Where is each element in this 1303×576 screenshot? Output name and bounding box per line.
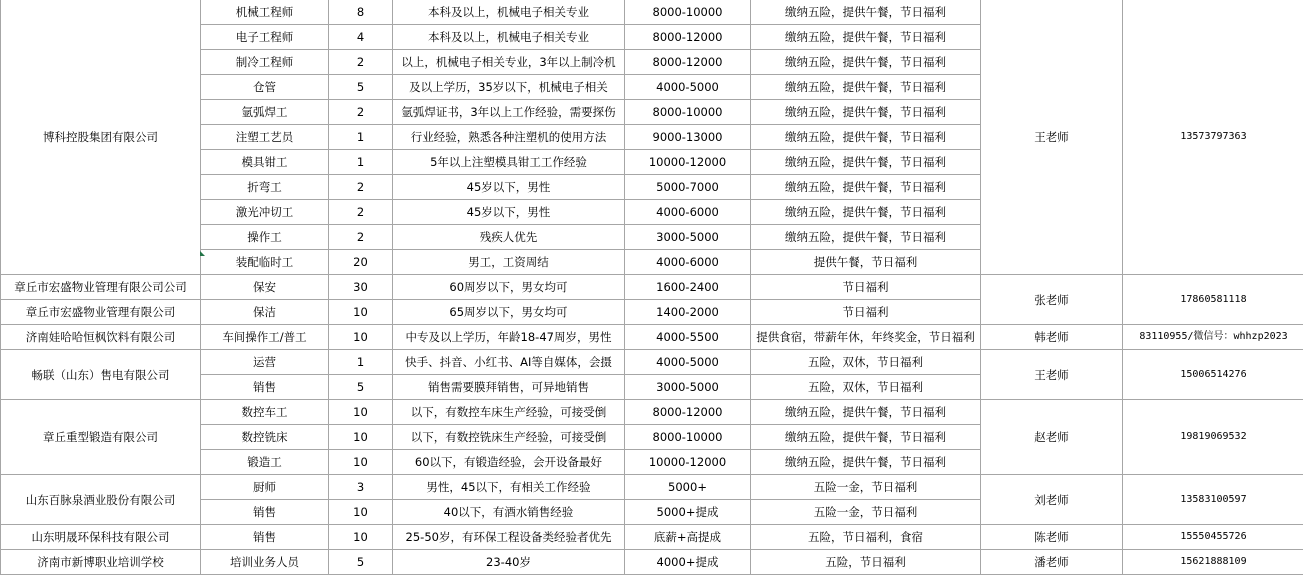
company-cell[interactable]: 博科控股集团有限公司 <box>1 0 201 275</box>
count-cell[interactable]: 20 <box>329 250 393 275</box>
benefits-cell[interactable]: 缴纳五险，提供午餐，节日福利 <box>751 225 981 250</box>
benefits-cell[interactable]: 五险一金，节日福利 <box>751 500 981 525</box>
count-cell[interactable]: 8 <box>329 0 393 25</box>
company-cell[interactable]: 山东百脉泉酒业股份有限公司 <box>1 475 201 525</box>
count-cell[interactable]: 4 <box>329 25 393 50</box>
count-cell[interactable]: 1 <box>329 150 393 175</box>
position-cell[interactable]: 车间操作工/普工 <box>201 325 329 350</box>
table-row[interactable] <box>1 325 1303 350</box>
company-cell[interactable]: 章丘市宏盛物业管理有限公司公司 <box>1 275 201 300</box>
salary-cell[interactable]: 8000-12000 <box>625 50 751 75</box>
contact-cell[interactable]: 潘老师 <box>981 550 1123 575</box>
benefits-cell[interactable]: 五险，节日福利，食宿 <box>751 525 981 550</box>
salary-cell[interactable]: 3000-5000 <box>625 225 751 250</box>
requirement-cell[interactable]: 氩弧焊证书，3年以上工作经验，需要探伤 <box>393 100 625 125</box>
benefits-cell[interactable]: 缴纳五险，提供午餐，节日福利 <box>751 425 981 450</box>
count-cell[interactable]: 5 <box>329 550 393 575</box>
position-cell[interactable]: 保洁 <box>201 300 329 325</box>
position-cell[interactable]: 数控铣床 <box>201 425 329 450</box>
position-cell[interactable]: 运营 <box>201 350 329 375</box>
benefits-cell[interactable]: 节日福利 <box>751 300 981 325</box>
position-cell[interactable]: 培训业务人员 <box>201 550 329 575</box>
company-cell[interactable]: 章丘重型锻造有限公司 <box>1 400 201 475</box>
contact-cell[interactable]: 刘老师 <box>981 475 1123 525</box>
salary-cell[interactable]: 8000-10000 <box>625 100 751 125</box>
position-cell[interactable]: 操作工 <box>201 225 329 250</box>
salary-cell[interactable]: 4000+提成 <box>625 550 751 575</box>
salary-cell[interactable]: 4000-5000 <box>625 350 751 375</box>
salary-cell[interactable]: 10000-12000 <box>625 150 751 175</box>
contact-cell[interactable]: 张老师 <box>981 275 1123 325</box>
position-cell[interactable]: 保安 <box>201 275 329 300</box>
benefits-cell[interactable]: 缴纳五险，提供午餐，节日福利 <box>751 125 981 150</box>
position-cell[interactable]: 氩弧焊工 <box>201 100 329 125</box>
count-cell[interactable]: 10 <box>329 300 393 325</box>
position-cell[interactable]: 装配临时工 <box>201 250 329 275</box>
requirement-cell[interactable]: 60周岁以下，男女均可 <box>393 275 625 300</box>
benefits-cell[interactable]: 缴纳五险，提供午餐，节日福利 <box>751 200 981 225</box>
requirement-cell[interactable]: 本科及以上，机械电子相关专业 <box>393 0 625 25</box>
salary-cell[interactable]: 5000+提成 <box>625 500 751 525</box>
requirement-cell[interactable]: 60以下，有锻造经验，会开设备最好 <box>393 450 625 475</box>
position-cell[interactable]: 厨师 <box>201 475 329 500</box>
salary-cell[interactable]: 3000-5000 <box>625 375 751 400</box>
table-row[interactable] <box>1 525 1303 550</box>
count-cell[interactable]: 5 <box>329 375 393 400</box>
contact-cell[interactable]: 王老师 <box>981 350 1123 400</box>
company-cell[interactable]: 山东明晟环保科技有限公司 <box>1 525 201 550</box>
table-row[interactable] <box>1 0 1303 25</box>
requirement-cell[interactable]: 男性，45以下，有相关工作经验 <box>393 475 625 500</box>
salary-cell[interactable]: 4000-6000 <box>625 250 751 275</box>
benefits-cell[interactable]: 缴纳五险，提供午餐，节日福利 <box>751 0 981 25</box>
salary-cell[interactable]: 5000-7000 <box>625 175 751 200</box>
count-cell[interactable]: 3 <box>329 475 393 500</box>
requirement-cell[interactable]: 5年以上注塑模具钳工工作经验 <box>393 150 625 175</box>
salary-cell[interactable]: 1600-2400 <box>625 275 751 300</box>
count-cell[interactable]: 2 <box>329 225 393 250</box>
requirement-cell[interactable]: 销售需要膜拜销售，可异地销售 <box>393 375 625 400</box>
count-cell[interactable]: 2 <box>329 200 393 225</box>
position-cell[interactable]: 制冷工程师 <box>201 50 329 75</box>
requirement-cell[interactable]: 残疾人优先 <box>393 225 625 250</box>
requirement-cell[interactable]: 以上，机械电子相关专业，3年以上制冷机 <box>393 50 625 75</box>
salary-cell[interactable]: 4000-5500 <box>625 325 751 350</box>
position-cell[interactable]: 折弯工 <box>201 175 329 200</box>
count-cell[interactable]: 10 <box>329 425 393 450</box>
count-cell[interactable]: 2 <box>329 100 393 125</box>
benefits-cell[interactable]: 五险，双休，节日福利 <box>751 350 981 375</box>
requirement-cell[interactable]: 40以下，有酒水销售经验 <box>393 500 625 525</box>
phone-cell[interactable]: 15550455726 <box>1123 525 1303 550</box>
requirement-cell[interactable]: 本科及以上，机械电子相关专业 <box>393 25 625 50</box>
position-cell[interactable]: 锻造工 <box>201 450 329 475</box>
phone-cell[interactable]: 17860581118 <box>1123 275 1303 325</box>
count-cell[interactable]: 10 <box>329 325 393 350</box>
company-cell[interactable]: 章丘市宏盛物业管理有限公司 <box>1 300 201 325</box>
phone-cell[interactable]: 83110955/微信号：whhzp2023 <box>1123 325 1303 350</box>
salary-cell[interactable]: 9000-13000 <box>625 125 751 150</box>
count-cell[interactable]: 10 <box>329 525 393 550</box>
benefits-cell[interactable]: 缴纳五险，提供午餐，节日福利 <box>751 450 981 475</box>
count-cell[interactable]: 2 <box>329 175 393 200</box>
benefits-cell[interactable]: 缴纳五险，提供午餐，节日福利 <box>751 175 981 200</box>
cell-comment-marker <box>200 251 205 256</box>
requirement-cell[interactable]: 及以上学历，35岁以下，机械电子相关 <box>393 75 625 100</box>
position-cell[interactable]: 销售 <box>201 525 329 550</box>
position-cell[interactable]: 模具钳工 <box>201 150 329 175</box>
benefits-cell[interactable]: 五险，双休，节日福利 <box>751 375 981 400</box>
benefits-cell[interactable]: 节日福利 <box>751 275 981 300</box>
table-row[interactable] <box>1 550 1303 575</box>
phone-cell[interactable]: 15006514276 <box>1123 350 1303 400</box>
requirement-cell[interactable]: 25-50岁，有环保工程设备类经验者优先 <box>393 525 625 550</box>
benefits-cell[interactable]: 五险，节日福利 <box>751 550 981 575</box>
phone-cell[interactable]: 13583100597 <box>1123 475 1303 525</box>
position-cell[interactable]: 注塑工艺员 <box>201 125 329 150</box>
count-cell[interactable]: 10 <box>329 400 393 425</box>
salary-cell[interactable]: 4000-5000 <box>625 75 751 100</box>
company-cell[interactable]: 畅联（山东）售电有限公司 <box>1 350 201 400</box>
count-cell[interactable]: 1 <box>329 125 393 150</box>
requirement-cell[interactable]: 以下，有数控铣床生产经验，可接受倒 <box>393 425 625 450</box>
contact-cell[interactable]: 韩老师 <box>981 325 1123 350</box>
count-cell[interactable]: 5 <box>329 75 393 100</box>
position-cell[interactable]: 仓管 <box>201 75 329 100</box>
requirement-cell[interactable]: 行业经验，熟悉各种注塑机的使用方法 <box>393 125 625 150</box>
company-cell[interactable]: 济南市新博职业培训学校 <box>1 550 201 575</box>
contact-cell[interactable]: 陈老师 <box>981 525 1123 550</box>
position-cell[interactable]: 电子工程师 <box>201 25 329 50</box>
phone-cell[interactable]: 15621888109 <box>1123 550 1303 575</box>
position-cell[interactable]: 销售 <box>201 375 329 400</box>
position-cell[interactable]: 机械工程师 <box>201 0 329 25</box>
phone-cell[interactable]: 19819069532 <box>1123 400 1303 475</box>
benefits-cell[interactable]: 提供食宿，带薪年休，年终奖金，节日福利 <box>751 325 981 350</box>
benefits-cell[interactable]: 提供午餐，节日福利 <box>751 250 981 275</box>
table-row[interactable] <box>1 275 1303 300</box>
benefits-cell[interactable]: 缴纳五险，提供午餐，节日福利 <box>751 400 981 425</box>
benefits-cell[interactable]: 缴纳五险，提供午餐，节日福利 <box>751 75 981 100</box>
table-row[interactable] <box>1 400 1303 425</box>
salary-cell[interactable]: 底薪+高提成 <box>625 525 751 550</box>
benefits-cell[interactable]: 五险一金，节日福利 <box>751 475 981 500</box>
count-cell[interactable]: 10 <box>329 450 393 475</box>
salary-cell[interactable]: 5000+ <box>625 475 751 500</box>
count-cell[interactable]: 2 <box>329 50 393 75</box>
requirement-cell[interactable]: 23-40岁 <box>393 550 625 575</box>
contact-cell[interactable]: 赵老师 <box>981 400 1123 475</box>
salary-cell[interactable]: 8000-12000 <box>625 25 751 50</box>
count-cell[interactable]: 30 <box>329 275 393 300</box>
requirement-cell[interactable]: 65周岁以下，男女均可 <box>393 300 625 325</box>
position-cell[interactable]: 激光冲切工 <box>201 200 329 225</box>
position-cell[interactable]: 数控车工 <box>201 400 329 425</box>
count-cell[interactable]: 10 <box>329 500 393 525</box>
benefits-cell[interactable]: 缴纳五险，提供午餐，节日福利 <box>751 100 981 125</box>
benefits-cell[interactable]: 缴纳五险，提供午餐，节日福利 <box>751 50 981 75</box>
requirement-cell[interactable]: 45岁以下，男性 <box>393 200 625 225</box>
salary-cell[interactable]: 10000-12000 <box>625 450 751 475</box>
position-cell[interactable]: 销售 <box>201 500 329 525</box>
table-row[interactable] <box>1 475 1303 500</box>
salary-cell[interactable]: 8000-10000 <box>625 425 751 450</box>
requirement-cell[interactable]: 以下，有数控车床生产经验，可接受倒 <box>393 400 625 425</box>
phone-cell[interactable]: 13573797363 <box>1123 0 1303 275</box>
company-cell[interactable]: 济南娃哈哈恒枫饮料有限公司 <box>1 325 201 350</box>
benefits-cell[interactable]: 缴纳五险，提供午餐，节日福利 <box>751 150 981 175</box>
requirement-cell[interactable]: 45岁以下，男性 <box>393 175 625 200</box>
count-cell[interactable]: 1 <box>329 350 393 375</box>
requirement-cell[interactable]: 男工，工资周结 <box>393 250 625 275</box>
requirement-cell[interactable]: 快手、抖音、小红书、AI等自媒体，会摄 <box>393 350 625 375</box>
salary-cell[interactable]: 8000-12000 <box>625 400 751 425</box>
benefits-cell[interactable]: 缴纳五险，提供午餐，节日福利 <box>751 25 981 50</box>
table-row[interactable] <box>1 350 1303 375</box>
salary-cell[interactable]: 4000-6000 <box>625 200 751 225</box>
contact-cell[interactable]: 王老师 <box>981 0 1123 275</box>
salary-cell[interactable]: 8000-10000 <box>625 0 751 25</box>
salary-cell[interactable]: 1400-2000 <box>625 300 751 325</box>
requirement-cell[interactable]: 中专及以上学历，年龄18-47周岁，男性 <box>393 325 625 350</box>
